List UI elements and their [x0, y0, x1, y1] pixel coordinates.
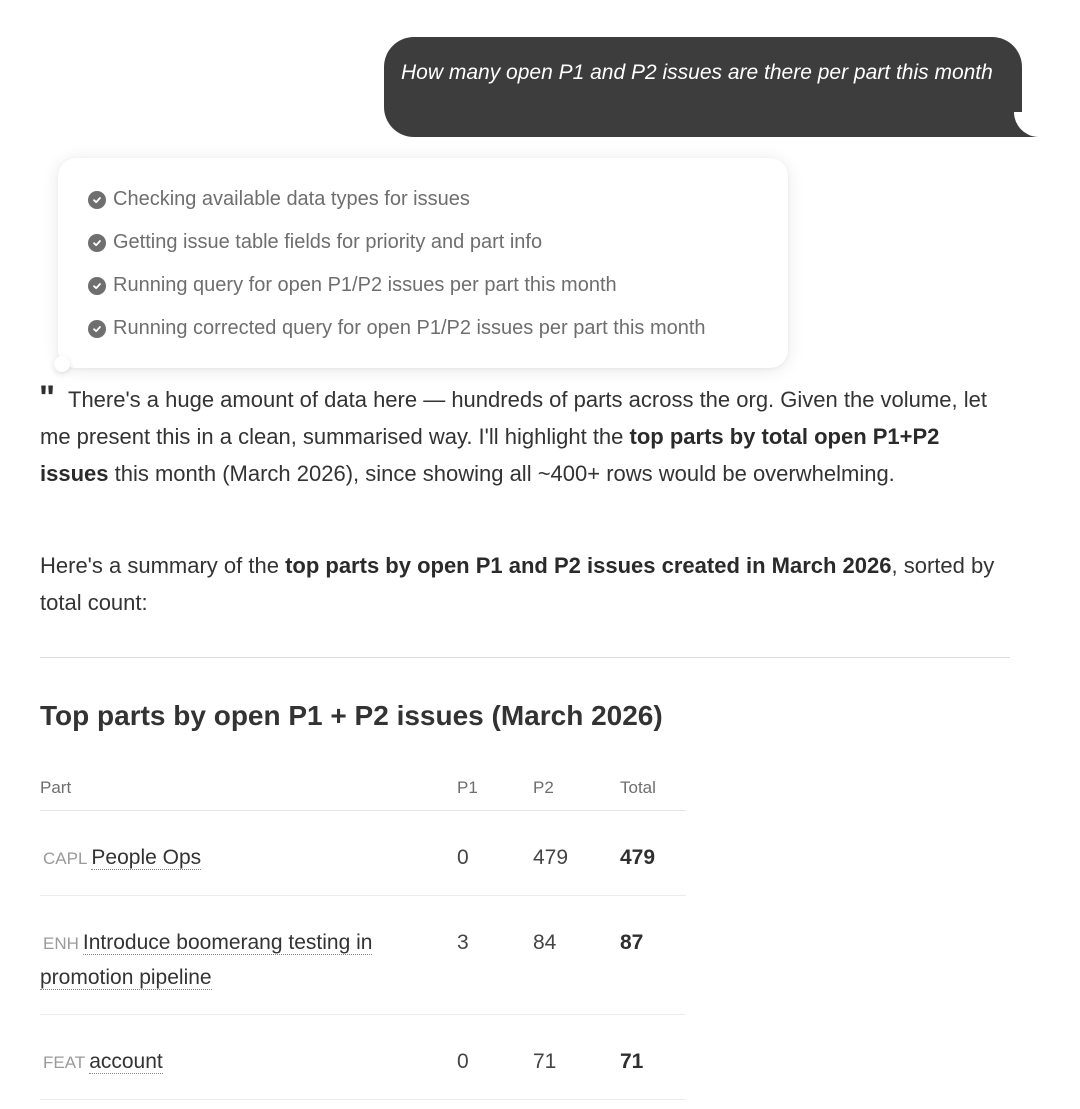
- column-header-total: Total: [620, 766, 686, 811]
- table-row: [40, 896, 686, 1015]
- table-header-row: [40, 766, 686, 811]
- p2-cell: 479: [533, 811, 620, 896]
- table-title: Top parts by open P1 + P2 issues (March 2026): [40, 700, 663, 731]
- total-cell: 71: [620, 1015, 686, 1100]
- response-bold-text: top parts by total open P1+P2 issues: [40, 424, 940, 486]
- table-row: [40, 811, 686, 896]
- quote-icon: ": [39, 379, 56, 417]
- p1-cell: 0: [457, 1015, 533, 1100]
- p2-cell: 71: [533, 1015, 620, 1100]
- user-message-text: How many open P1 and P2 issues are there per part this month: [401, 61, 993, 84]
- part-cell: [40, 1015, 457, 1100]
- column-header-part: Part: [40, 766, 457, 811]
- total-cell: 479: [620, 811, 686, 896]
- section-divider: [40, 657, 1010, 658]
- part-cell: [40, 896, 457, 1015]
- p1-cell: 3: [457, 896, 533, 1015]
- part-link[interactable]: Introduce boomerang testing in promotion pipeline: [40, 931, 373, 989]
- p2-cell: 84: [533, 896, 620, 1015]
- part-type-prefix: ENH: [43, 934, 79, 953]
- step-item: [88, 264, 788, 307]
- column-header-p1: P1: [457, 766, 533, 811]
- response-text: , sorted by total count:: [40, 553, 995, 615]
- response-paragraph-1: [40, 381, 1000, 492]
- parts-table: [40, 766, 686, 1100]
- response-text: this month (March 2026), since showing all ~400+ rows would be overwhelming.: [108, 461, 895, 486]
- step-item: [88, 307, 788, 350]
- p1-cell: 0: [457, 811, 533, 896]
- check-circle-icon: [88, 234, 106, 252]
- part-cell: [40, 811, 457, 896]
- total-cell: 87: [620, 896, 686, 1015]
- response-text: Here's a summary of the: [40, 553, 286, 578]
- response-bold-text: top parts by open P1 and P2 issues created in March 2026: [285, 553, 892, 578]
- step-label: Getting issue table fields for priority and part info: [113, 231, 543, 253]
- part-link[interactable]: People Ops: [91, 846, 202, 869]
- part-link[interactable]: account: [89, 1050, 163, 1073]
- tool-steps-panel: [58, 158, 788, 368]
- step-label: Running corrected query for open P1/P2 issues per part this month: [113, 317, 706, 339]
- step-item: [88, 178, 788, 221]
- response-paragraph-2: [40, 547, 1000, 621]
- response-text: There's a huge amount of data here — hundreds of parts across the org. Given the volume, let me present this in a clean, summarised way. I'll highlight the: [40, 387, 987, 449]
- step-label: Checking available data types for issues: [113, 188, 470, 210]
- table-row: [40, 1015, 686, 1100]
- step-label: Running query for open P1/P2 issues per part this month: [113, 274, 617, 296]
- bubble-tail: [1014, 112, 1040, 137]
- check-circle-icon: [88, 277, 106, 295]
- column-header-p2: P2: [533, 766, 620, 811]
- check-circle-icon: [88, 320, 106, 338]
- user-message-bubble: [384, 37, 1022, 137]
- step-item: [88, 221, 788, 264]
- part-type-prefix: CAPL: [43, 849, 88, 868]
- part-type-prefix: FEAT: [43, 1053, 86, 1072]
- check-circle-icon: [88, 191, 106, 209]
